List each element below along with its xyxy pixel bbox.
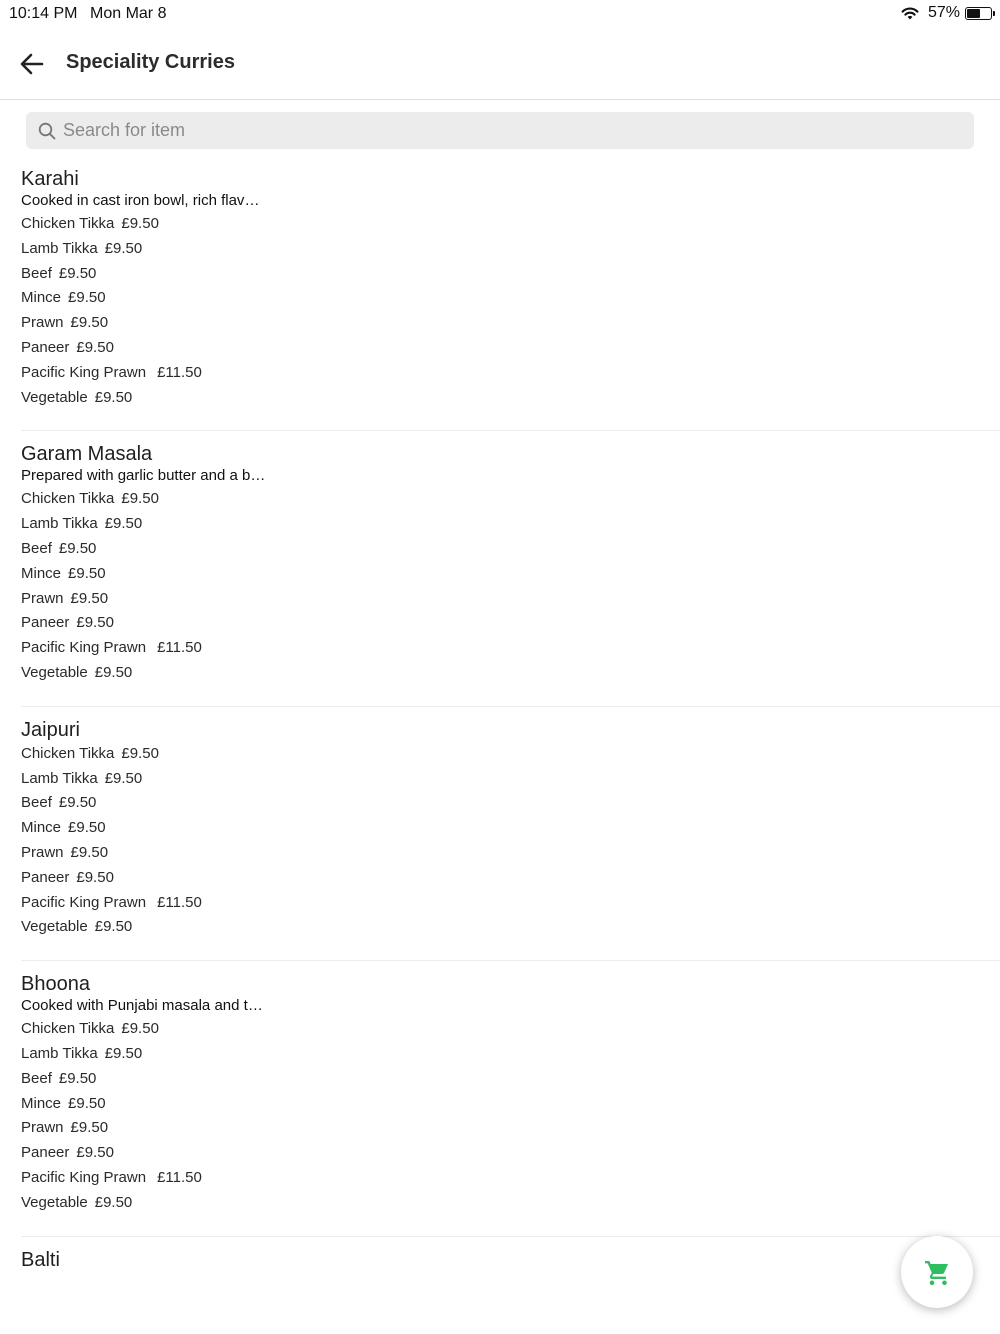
menu-item[interactable] <box>21 487 1000 512</box>
cart-button[interactable] <box>901 1236 973 1308</box>
arrow-left-icon[interactable] <box>18 50 46 78</box>
menu-item[interactable] <box>21 742 1000 767</box>
item-name: Prawn <box>21 314 64 332</box>
menu-item[interactable] <box>21 311 1000 336</box>
status-bar <box>0 0 1000 28</box>
item-price: £9.50 <box>121 744 159 762</box>
section-title[interactable]: Jaipuri <box>21 718 80 741</box>
item-name: Beef <box>21 1069 52 1087</box>
item-name: Beef <box>21 264 52 282</box>
item-price: £9.50 <box>70 1119 109 1137</box>
item-price: £9.50 <box>58 264 97 282</box>
item-price: £9.50 <box>104 769 143 787</box>
item-price: £9.50 <box>68 1094 106 1112</box>
menu-section-body <box>21 167 1000 430</box>
menu-section-body <box>21 972 1000 1235</box>
search-input[interactable] <box>63 112 943 149</box>
menu-section <box>0 965 1000 1236</box>
menu-item[interactable] <box>21 537 1000 562</box>
menu-list <box>0 160 1000 1274</box>
item-name: Chicken Tikka <box>21 1020 115 1038</box>
item-price: £11.50 <box>157 1168 202 1186</box>
item-name: Mince <box>21 1094 62 1112</box>
item-price: £9.50 <box>70 843 109 861</box>
menu-item[interactable] <box>21 512 1000 537</box>
status-date: Mon Mar 8 <box>90 5 167 22</box>
item-name: Vegetable <box>21 918 88 936</box>
item-name: Beef <box>21 794 52 812</box>
item-price: £9.50 <box>94 663 133 681</box>
item-name: Pacific King Prawn <box>21 893 147 911</box>
item-price: £11.50 <box>157 639 202 657</box>
item-price: £9.50 <box>58 539 97 557</box>
item-price: £9.50 <box>104 239 143 257</box>
page-title: Speciality Curries <box>66 51 235 73</box>
item-name: Paneer <box>21 614 70 632</box>
section-divider <box>21 960 1000 961</box>
item-name: Vegetable <box>21 1193 88 1211</box>
search-bar[interactable] <box>26 112 974 149</box>
section-divider <box>21 430 1000 431</box>
item-price: £9.50 <box>58 1069 97 1087</box>
item-name: Mince <box>21 564 62 582</box>
item-price: £9.50 <box>68 289 106 307</box>
menu-item[interactable] <box>21 915 1000 940</box>
section-divider <box>21 706 1000 707</box>
item-price: £9.50 <box>121 215 159 232</box>
menu-section-body <box>21 1248 1000 1275</box>
section-description: Prepared with garlic butter and a b … <box>21 466 281 487</box>
menu-item[interactable] <box>21 336 1000 361</box>
item-price: £9.50 <box>70 589 109 607</box>
menu-section <box>0 160 1000 431</box>
menu-item[interactable] <box>21 1092 1000 1117</box>
item-name: Chicken Tikka <box>21 744 115 762</box>
item-name: Beef <box>21 539 52 557</box>
section-divider <box>21 1236 1000 1237</box>
menu-section-body <box>21 442 1000 705</box>
menu-section-body <box>21 718 1000 960</box>
section-title[interactable]: Garam Masala <box>21 443 153 466</box>
battery-icon <box>965 7 992 20</box>
item-price: £9.50 <box>94 1193 133 1211</box>
item-name: Lamb Tikka <box>21 515 98 533</box>
item-price: £11.50 <box>157 893 202 911</box>
item-name: Pacific King Prawn <box>21 363 147 381</box>
section-description: Cooked in cast iron bowl, rich flav … <box>21 191 281 212</box>
item-name: Vegetable <box>21 663 88 681</box>
cart-icon <box>923 1258 951 1286</box>
menu-item[interactable] <box>21 262 1000 287</box>
item-name: Mince <box>21 819 62 837</box>
item-name: Chicken Tikka <box>21 215 115 232</box>
item-name: Prawn <box>21 589 64 607</box>
item-price: £11.50 <box>157 363 202 381</box>
menu-item[interactable] <box>21 841 1000 866</box>
battery-percent: 57% <box>927 4 960 21</box>
menu-item[interactable] <box>21 891 1000 916</box>
item-name: Lamb Tikka <box>21 769 98 787</box>
item-name: Pacific King Prawn <box>21 639 147 657</box>
menu-item[interactable] <box>21 791 1000 816</box>
menu-item[interactable] <box>21 562 1000 587</box>
menu-item[interactable] <box>21 361 1000 386</box>
item-price: £9.50 <box>68 819 106 837</box>
item-name: Lamb Tikka <box>21 1044 98 1062</box>
item-price: £9.50 <box>121 490 159 508</box>
item-price: £9.50 <box>104 1044 143 1062</box>
menu-item[interactable] <box>21 1166 1000 1191</box>
item-price: £9.50 <box>76 1144 114 1162</box>
section-title[interactable]: Balti <box>21 1248 60 1271</box>
menu-item[interactable] <box>21 1017 1000 1042</box>
section-title[interactable]: Bhoona <box>21 973 90 996</box>
menu-item[interactable] <box>21 661 1000 686</box>
item-name: Pacific King Prawn <box>21 1168 147 1186</box>
item-name: Paneer <box>21 868 70 886</box>
menu-item[interactable] <box>21 1191 1000 1216</box>
section-description: Cooked with Punjabi masala and t … <box>21 996 281 1017</box>
menu-item[interactable] <box>21 636 1000 661</box>
item-price: £9.50 <box>121 1020 159 1038</box>
item-name: Lamb Tikka <box>21 239 98 257</box>
menu-item[interactable] <box>21 767 1000 792</box>
item-price: £9.50 <box>76 614 114 632</box>
menu-section <box>0 1241 1000 1275</box>
menu-item[interactable] <box>21 587 1000 612</box>
item-name: Prawn <box>21 843 64 861</box>
status-time: 10:14 PM <box>9 5 78 22</box>
menu-item[interactable] <box>21 1116 1000 1141</box>
battery-fill <box>967 9 980 18</box>
menu-item[interactable] <box>21 1067 1000 1092</box>
item-name: Chicken Tikka <box>21 490 115 508</box>
menu-item[interactable] <box>21 1042 1000 1067</box>
app-header <box>0 28 1000 100</box>
menu-item[interactable] <box>21 611 1000 636</box>
item-name: Paneer <box>21 1144 70 1162</box>
menu-section <box>0 435 1000 706</box>
menu-item[interactable] <box>21 237 1000 262</box>
menu-section <box>0 711 1000 961</box>
item-price: £9.50 <box>76 868 114 886</box>
item-price: £9.50 <box>70 314 109 332</box>
wifi-icon <box>900 5 920 21</box>
item-price: £9.50 <box>68 564 106 582</box>
menu-item[interactable] <box>21 386 1000 411</box>
menu-item[interactable] <box>21 866 1000 891</box>
menu-item[interactable] <box>21 1141 1000 1166</box>
menu-item[interactable] <box>21 816 1000 841</box>
search-icon <box>38 122 56 140</box>
item-price: £9.50 <box>104 515 143 533</box>
item-price: £9.50 <box>94 918 133 936</box>
item-price: £9.50 <box>94 388 133 406</box>
item-name: Prawn <box>21 1119 64 1137</box>
section-title[interactable]: Karahi <box>21 168 79 190</box>
item-name: Vegetable <box>21 388 88 406</box>
status-indicators <box>900 4 992 22</box>
item-price: £9.50 <box>58 794 97 812</box>
item-price: £9.50 <box>76 338 114 356</box>
item-name: Mince <box>21 289 62 307</box>
item-name: Paneer <box>21 338 70 356</box>
menu-item[interactable] <box>21 286 1000 311</box>
menu-item[interactable] <box>21 212 1000 237</box>
